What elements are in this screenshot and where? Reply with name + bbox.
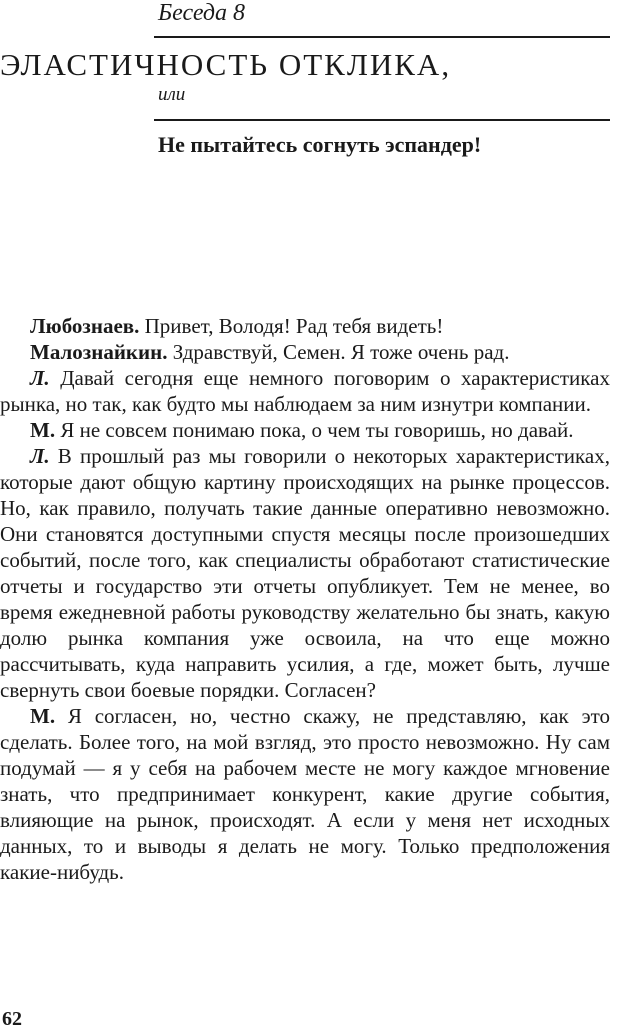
speaker-name: М. xyxy=(30,418,56,442)
paragraph-text: Привет, Володя! Рад тебя видеть! xyxy=(139,314,444,338)
speaker-name: Л. xyxy=(30,366,50,390)
dialogue-paragraph xyxy=(0,703,610,885)
dialogue-paragraph xyxy=(0,365,610,417)
chapter-subtitle: Не пытайтесь согнуть эспандер! xyxy=(158,132,482,157)
speaker-name: Малознайкин. xyxy=(30,340,168,364)
paragraph-text: Давай сегодня еще немного поговорим о характеристиках рынка, но так, как будто мы наблюдаем за ним изнутри компании. xyxy=(0,366,610,416)
paragraph-text: Я согласен, но, честно скажу, не представляю, как это сделать. Более того, на мой взгляд, это просто невозможно. Ну сам подумай — я у себя на рабочем месте не могу каждое мгновение знать, что предпринимает конкурент, какие другие события, влияющие на рынок, происходят. А если у меня нет исходных данных, то и выводы я делать не могу. Только предположения какие-нибудь. xyxy=(0,704,610,884)
speaker-name: Любознаев. xyxy=(30,314,140,338)
dialogue-paragraph xyxy=(0,339,610,365)
paragraph-text: Я не совсем понимаю пока, о чем ты говоришь, но давай. xyxy=(55,418,574,442)
chapter-title: ЭЛАСТИЧНОСТЬ ОТКЛИКА, xyxy=(0,47,452,82)
dialogue-paragraph xyxy=(0,443,610,703)
chapter-rule-bottom xyxy=(154,119,610,121)
paragraph-text: Здравствуй, Семен. Я тоже очень рад. xyxy=(167,340,510,364)
dialogue-paragraph xyxy=(0,417,610,443)
chapter-rule-top xyxy=(154,36,610,38)
dialogue-body xyxy=(0,313,610,885)
chapter-label: Беседа 8 xyxy=(158,0,246,26)
paragraph-text: В прошлый раз мы говорили о некоторых характеристиках, которые дают общую картину происходящих на рынке процессов. Но, как правило, получать такие данные оперативно невозможно. Они становятся доступными спустя месяцы после произошедших событий, после того, как специалисты обработают статистические отчеты и государство эти отчеты опубликует. Тем не менее, во время ежедневной работы руководству желательно бы знать, какую долю рынка компания уже освоила, на что еще можно рассчитывать, куда направить усилия, а где, может быть, лучше свернуть свои боевые порядки. Согласен? xyxy=(0,444,610,702)
speaker-name: Л. xyxy=(30,444,50,468)
speaker-name: М. xyxy=(30,704,56,728)
title-connector: или xyxy=(158,84,186,105)
dialogue-paragraph xyxy=(0,313,610,339)
page-number: 62 xyxy=(2,1008,22,1030)
